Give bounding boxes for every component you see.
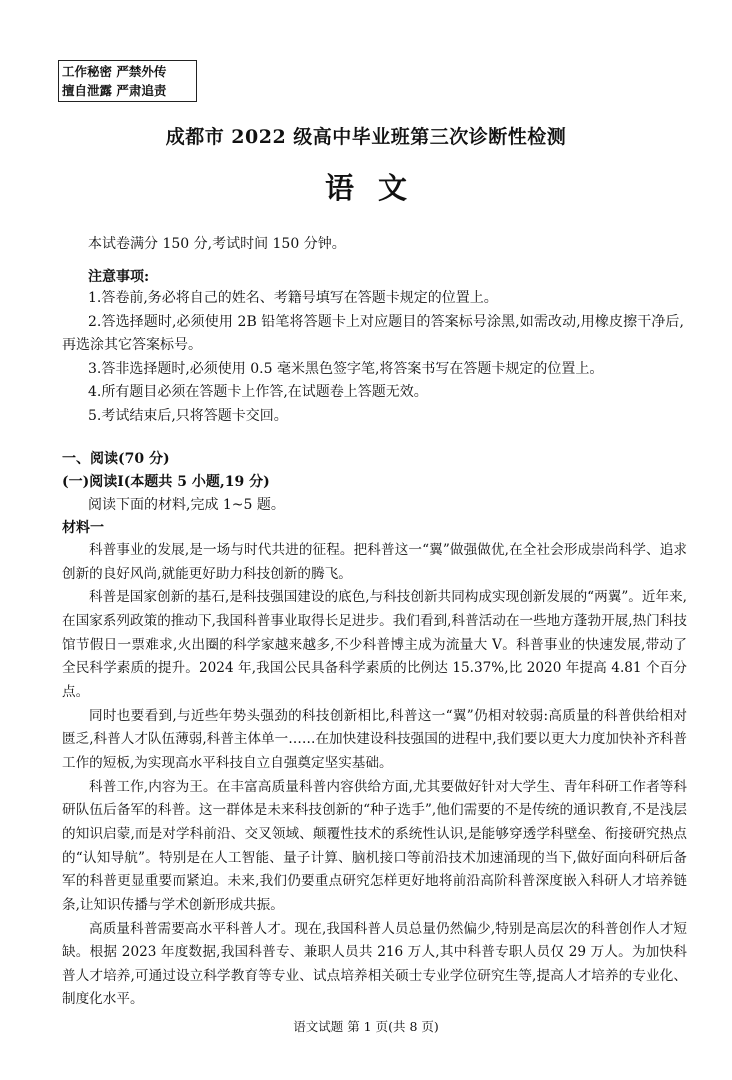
section-heading: 一、阅读(70 分) — [62, 451, 170, 467]
page-footer: 语文试题 第 1 页(共 8 页) — [293, 1019, 439, 1034]
reading-instruction: 阅读下面的材料,完成 1~5 题。 — [88, 497, 285, 513]
material-paragraph: 科普是国家创新的基石,是科技强国建设的底色,与科技创新共同构成实现创新发展的“两翼”。近年来,在国家系列政策的推动下,我国科普事业取得长足进步。我们看到,科普活动在一些地方蓬勃开展,热门科技馆节假日一票难求,火出圈的科学家越来越多,不少科普博主成为流量大 V。科普事业的快速发展,带动了全民科学素质的提升。2024 年,我国公民具备科学素质的比例达 15.37%,比 2020 年提高 4.81 个百分点。 — [62, 589, 687, 700]
confidential-line-2: 擅自泄露 严肃追责 — [62, 83, 167, 98]
exam-title: 成都市 2022 级高中毕业班第三次诊断性检测 — [165, 126, 567, 148]
subsection-heading: (一)阅读Ⅰ(本题共 5 小题,19 分) — [62, 474, 270, 490]
material-paragraph: 科普事业的发展,是一场与时代共进的征程。把科普这一“翼”做强做优,在全社会形成崇尚科学、追求创新的良好风尚,就能更好助力科技创新的腾飞。 — [62, 542, 687, 582]
material-paragraph: 同时也要看到,与近些年势头强劲的科技创新相比,科普这一“翼”仍相对较弱:高质量的科普供给相对匮乏,科普人才队伍薄弱,科普主体单一……在加快建设科技强国的进程中,我们要以更大力度加快补齐科普工作的短板,为实现高水平科技自立自强奠定坚实基础。 — [62, 707, 687, 771]
notice-item: 4.所有题目必须在答题卡上作答,在试题卷上答题无效。 — [88, 384, 428, 401]
subject-title: 语文 — [324, 171, 431, 205]
notice-item: 3.答非选择题时,必须使用 0.5 毫米黑色签字笔,将答案书写在答题卡规定的位置上。 — [88, 360, 604, 377]
material-body — [62, 539, 687, 1012]
exam-intro: 本试卷满分 150 分,考试时间 150 分钟。 — [88, 236, 346, 252]
notice-item: 5.考试结束后,只将答题卡交回。 — [88, 407, 288, 424]
notice-heading: 注意事项: — [88, 269, 150, 285]
material-paragraph: 高质量科普需要高水平科普人才。现在,我国科普人员总量仍然偏少,特别是高层次的科普创作人才短缺。根据 2023 年度数据,我国科普专、兼职人员共 216 万人,其中科普专职人员仅 29 万人。为加快科普人才培养,可通过设立科学教育等专业、试点培养相关硕士专业学位研究生等,提高人才培养的专业化、制度化水平。 — [62, 920, 687, 1008]
notice-item: 1.答卷前,务必将自己的姓名、考籍号填写在答题卡规定的位置上。 — [88, 290, 498, 306]
notice-list — [62, 287, 684, 429]
material-paragraph: 科普工作,内容为王。在丰富高质量科普内容供给方面,尤其要做好针对大学生、青年科研工作者等科研队伍后备军的科普。这一群体是未来科技创新的“种子选手”,他们需要的不是传统的通识教育,不是浅层的知识启蒙,而是对学科前沿、交叉领域、颠覆性技术的系统性认识,是能够穿透学科壁垒、衔接研究热点的“认知导航”。特别是在人工智能、量子计算、脑机接口等前沿技术加速涌现的当下,做好面向科研后备军的科普更显重要而紧迫。未来,我们仍要重点研究怎样更好地将前沿高阶科普深度嵌入科研人才培养链条,让知识传播与学术创新形成共振。 — [62, 778, 687, 913]
confidential-line-1: 工作秘密 严禁外传 — [62, 64, 167, 79]
confidential-stamp — [58, 60, 197, 102]
material-label: 材料一 — [62, 520, 104, 536]
notice-item: 2.答选择题时,必须使用 2B 铅笔将答题卡上对应题目的答案标号涂黑,如需改动,用橡皮擦干净后,再选涂其它答案标号。 — [62, 313, 684, 354]
